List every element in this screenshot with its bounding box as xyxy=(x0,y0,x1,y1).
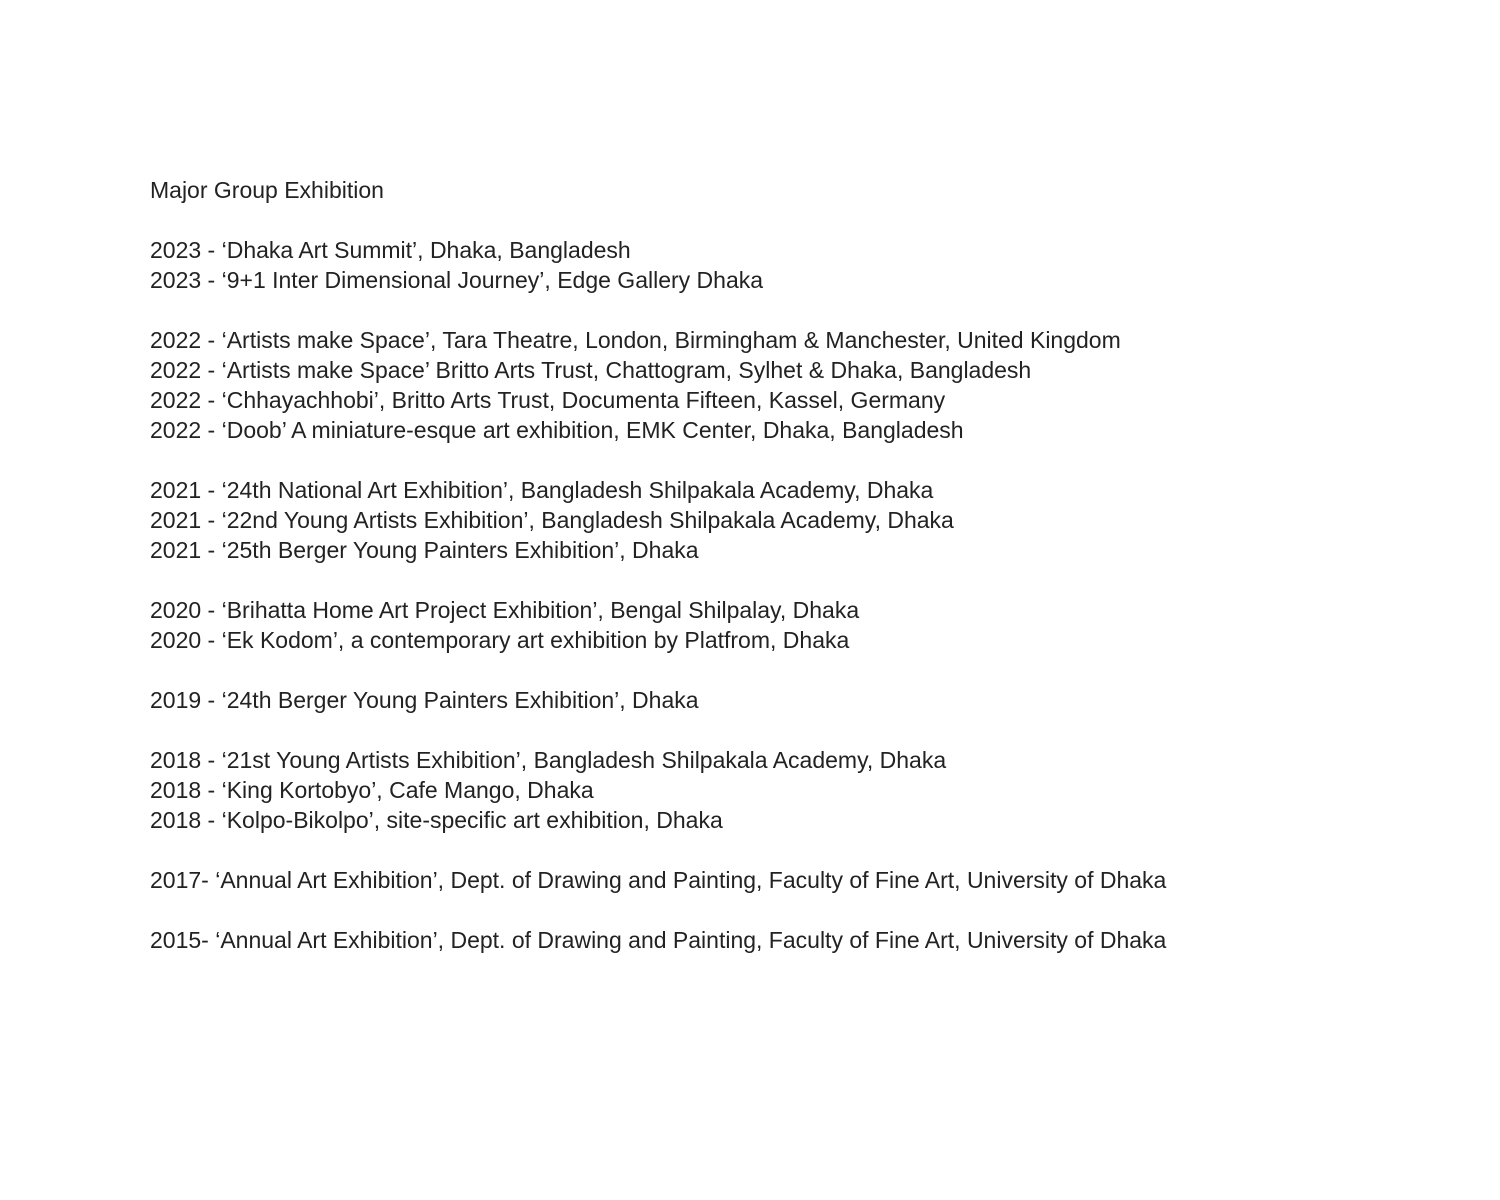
exhibition-entry: 2022 - ‘Chhayachhobi’, Britto Arts Trust, Documenta Fifteen, Kassel, Germany xyxy=(150,387,946,413)
exhibition-entry: 2023 - ‘Dhaka Art Summit’, Dhaka, Bangladesh xyxy=(150,237,631,263)
year-group-2023 xyxy=(150,235,1450,295)
year-group-2015 xyxy=(150,925,1450,955)
year-group-2019 xyxy=(150,685,1450,715)
exhibition-entry: 2022 - ‘Artists make Space’ Britto Arts Trust, Chattogram, Sylhet & Dhaka, Bangladesh xyxy=(150,357,1032,383)
exhibition-entry: 2018 - ‘21st Young Artists Exhibition’, Bangladesh Shilpakala Academy, Dhaka xyxy=(150,747,947,773)
exhibition-entry: 2021 - ‘25th Berger Young Painters Exhibition’, Dhaka xyxy=(150,537,699,563)
exhibition-entry: 2021 - ‘24th National Art Exhibition’, Bangladesh Shilpakala Academy, Dhaka xyxy=(150,477,934,503)
exhibition-entry: 2020 - ‘Ek Kodom’, a contemporary art exhibition by Platfrom, Dhaka xyxy=(150,627,850,653)
year-group-2021 xyxy=(150,475,1450,565)
exhibition-entry: 2020 - ‘Brihatta Home Art Project Exhibition’, Bengal Shilpalay, Dhaka xyxy=(150,597,860,623)
year-group-2020 xyxy=(150,595,1450,655)
exhibition-list-page xyxy=(150,175,1450,985)
exhibition-entry: 2022 - ‘Artists make Space’, Tara Theatre, London, Birmingham & Manchester, United Kingdom xyxy=(150,327,1121,353)
year-group-2017 xyxy=(150,865,1450,895)
exhibition-entry: 2018 - ‘Kolpo-Bikolpo’, site-specific art exhibition, Dhaka xyxy=(150,807,723,833)
exhibition-entry: 2015- ‘Annual Art Exhibition’, Dept. of Drawing and Painting, Faculty of Fine Art, University of Dhaka xyxy=(150,927,1167,953)
exhibition-entry: 2019 - ‘24th Berger Young Painters Exhibition’, Dhaka xyxy=(150,687,699,713)
year-group-2022 xyxy=(150,325,1450,445)
section-heading: Major Group Exhibition xyxy=(150,177,384,203)
exhibition-entry: 2021 - ‘22nd Young Artists Exhibition’, Bangladesh Shilpakala Academy, Dhaka xyxy=(150,507,954,533)
exhibition-entry: 2017- ‘Annual Art Exhibition’, Dept. of Drawing and Painting, Faculty of Fine Art, University of Dhaka xyxy=(150,867,1167,893)
exhibition-entry: 2023 - ‘9+1 Inter Dimensional Journey’, Edge Gallery Dhaka xyxy=(150,267,764,293)
exhibition-entry: 2022 - ‘Doob’ A miniature-esque art exhibition, EMK Center, Dhaka, Bangladesh xyxy=(150,417,964,443)
year-group-2018 xyxy=(150,745,1450,835)
exhibition-entry: 2018 - ‘King Kortobyo’, Cafe Mango, Dhaka xyxy=(150,777,594,803)
